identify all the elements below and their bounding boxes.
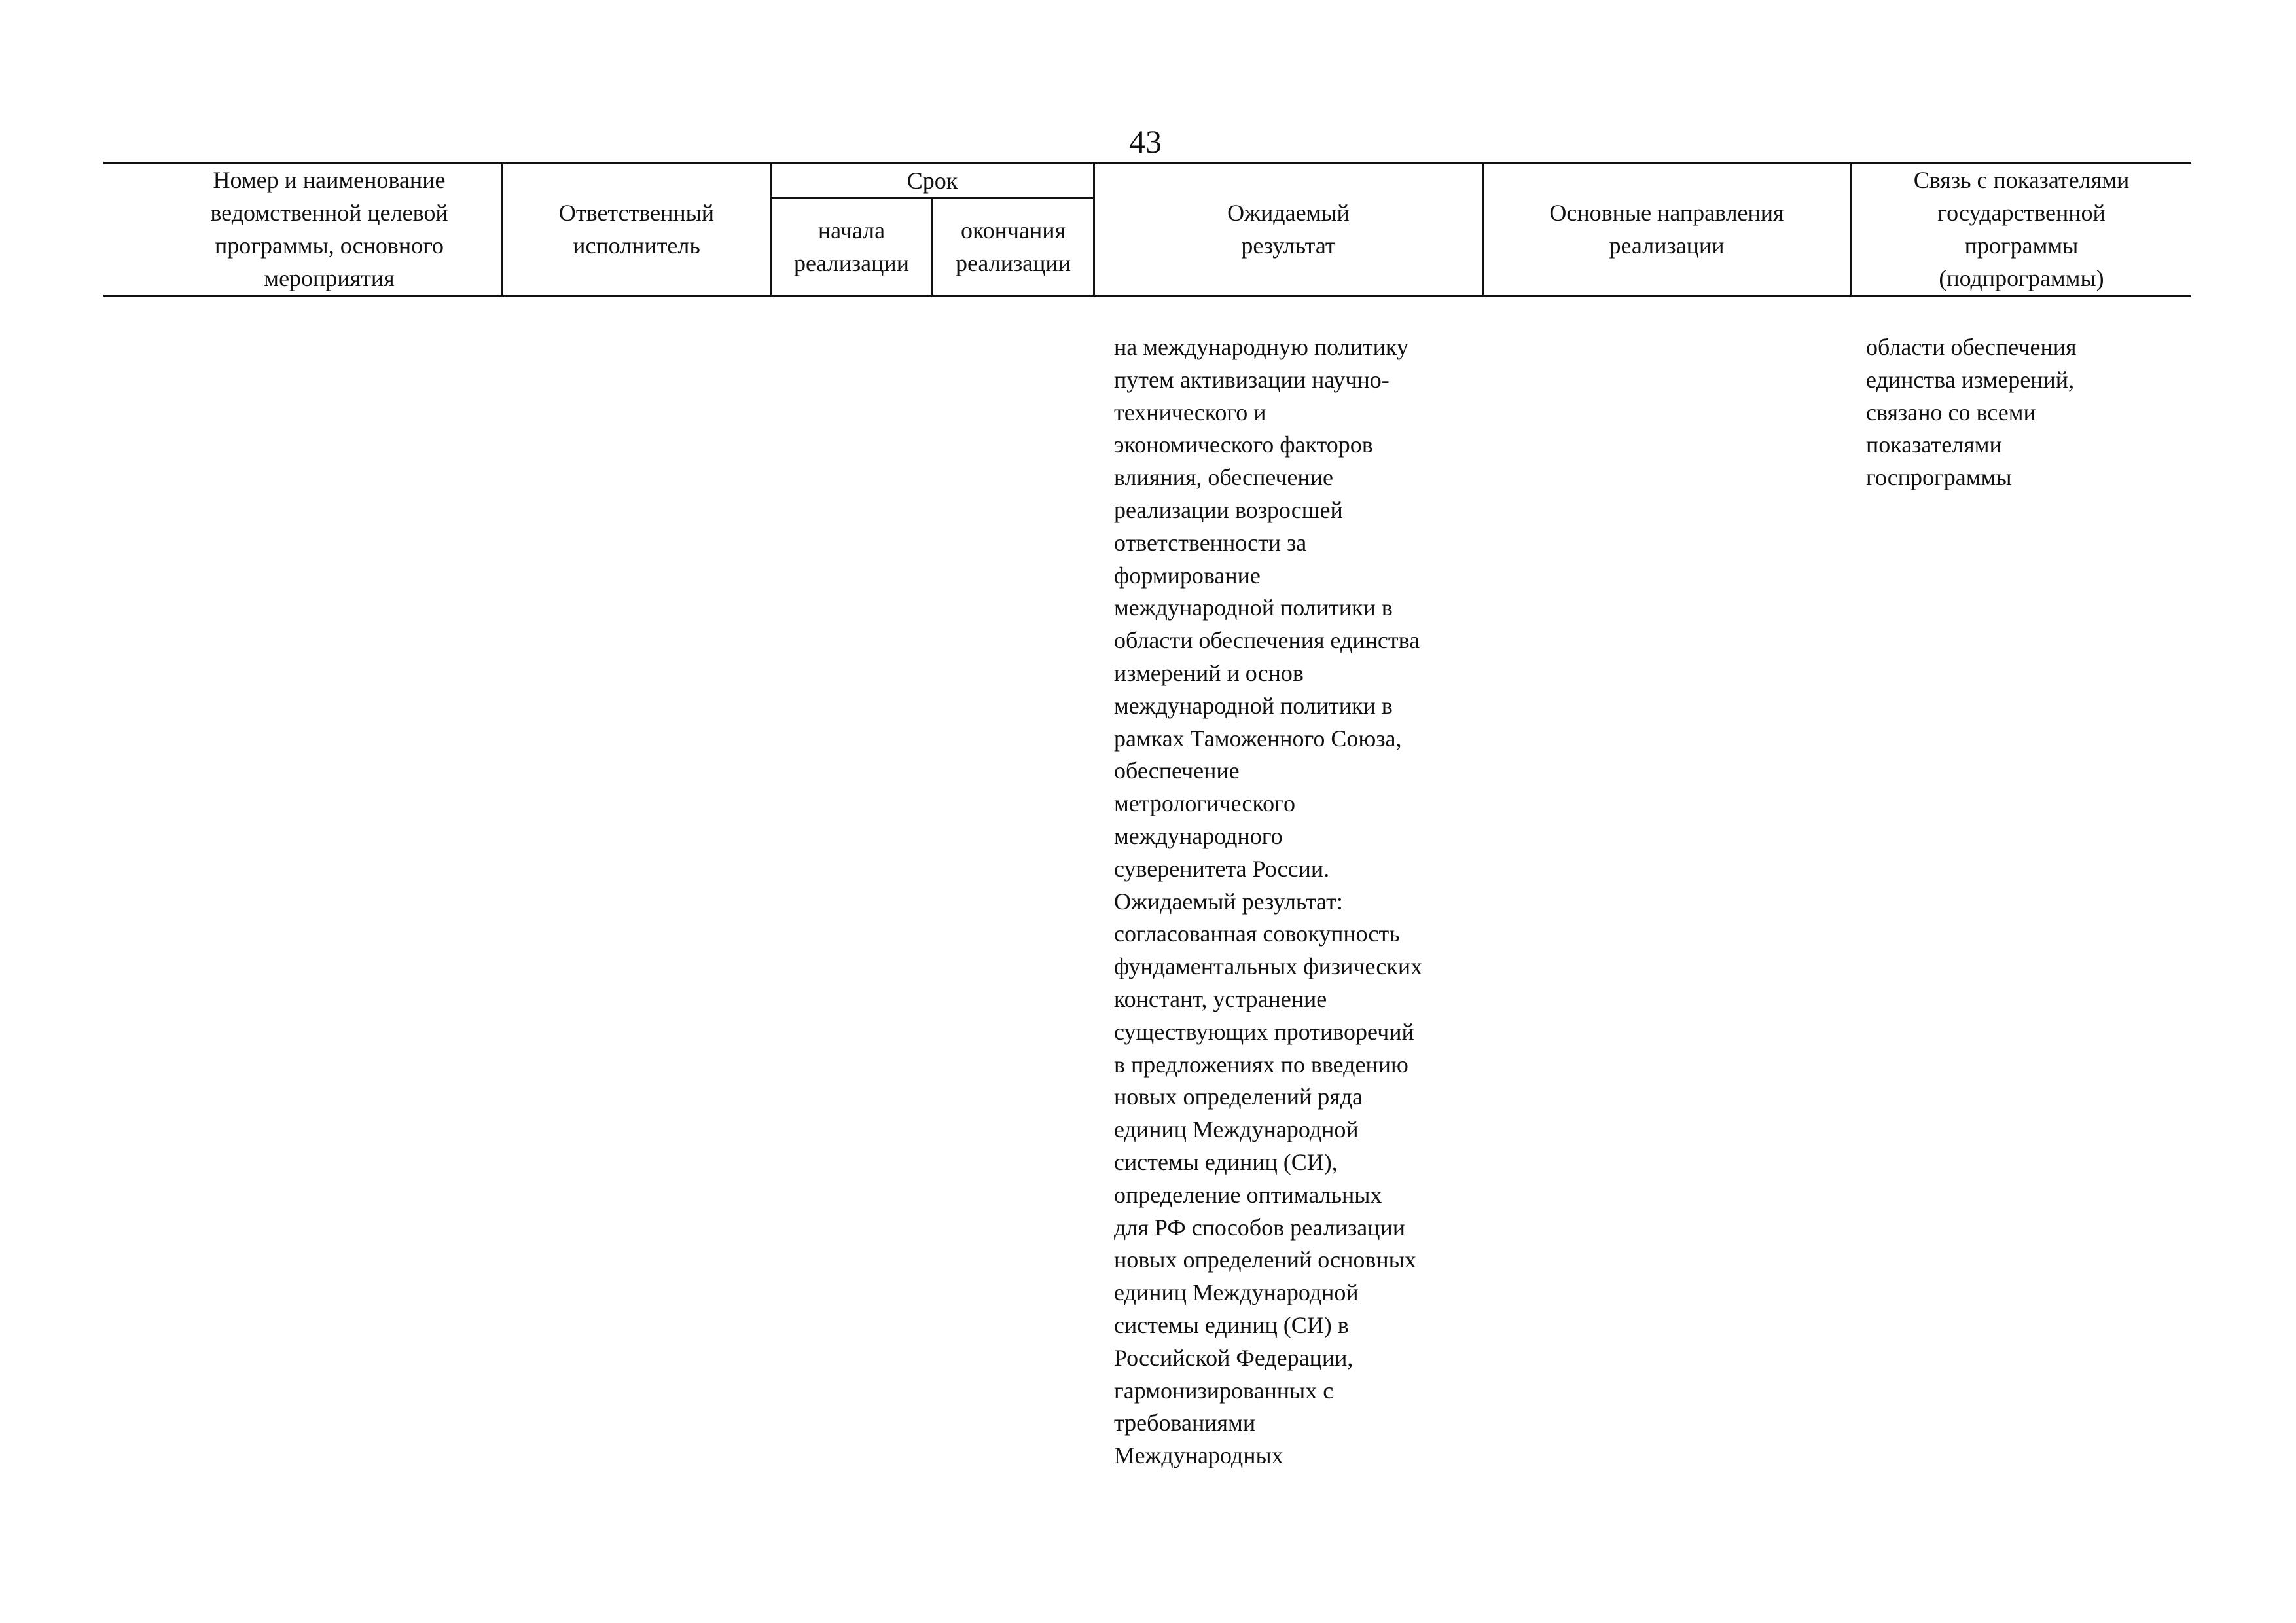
header-link: Связь с показателями государственной программы (подпрограммы) <box>1913 167 2130 291</box>
header-directions: Основные направления реализации <box>1549 200 1784 259</box>
header-bottom-rule <box>103 295 2191 297</box>
expected-result-text: на международную политику путем активизации научно- технического и экономического факторов влияния, обеспечение реализации возросшей ответственности за формирование международной политики в области обеспечения единства измерений и основ международной политики в рамках Таможенного Союза, обеспечение метрологического международного суверенитета России. Ожидаемый результат: согласованная совокупность фундаментальных физических констант, устранение существующих противоречий в предложениях по введению новых определений ряда единиц Международной системы единиц (СИ), определение оптимальных для РФ способов реализации новых определений основных единиц Международной системы единиц (СИ) в Российской Федерации, гармонизированных с требованиями Международных <box>1114 334 1423 1469</box>
header-start: начала реализации <box>794 217 909 276</box>
header-program: Номер и наименование ведомственной целевой программы, основного мероприятия <box>210 167 448 291</box>
header-result: Ожидаемый результат <box>1227 200 1350 259</box>
header-executor: Ответственный исполнитель <box>558 200 715 259</box>
header-end: окончания реализации <box>956 217 1071 276</box>
indicator-link-text: области обеспечения единства измерений, связано со всеми показателями госпрограммы <box>1866 334 2077 491</box>
header-term: Срок <box>906 167 958 194</box>
page-number: 43 <box>1129 123 1162 160</box>
